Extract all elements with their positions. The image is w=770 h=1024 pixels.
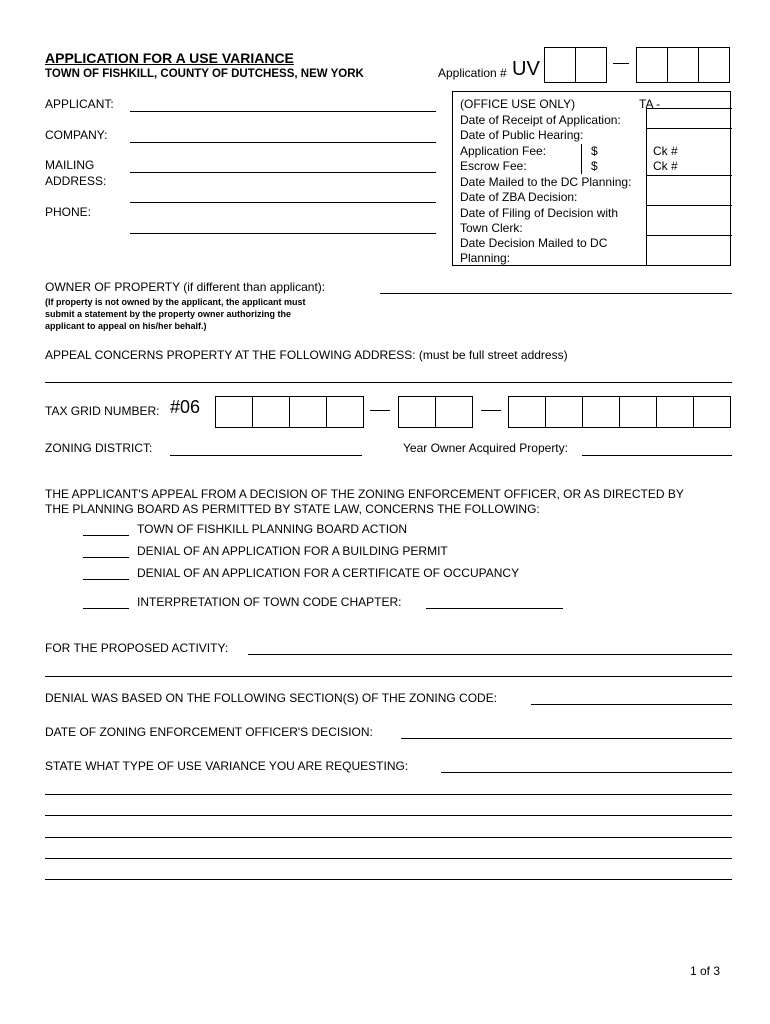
office-decision-mailed-label-2: Planning: [460, 251, 511, 265]
option-4-checkline[interactable] [83, 608, 129, 609]
office-ck-1: Ck # [653, 144, 678, 158]
tax-grid-dash-2 [481, 410, 501, 411]
page-subtitle: TOWN OF FISHKILL, COUNTY OF DUTCHESS, NEW YORK [45, 68, 364, 80]
tax-grid-box-4[interactable] [326, 396, 364, 428]
phone-field[interactable] [130, 233, 436, 234]
owner-note-3: applicant to appeal on his/her behalf.) [45, 321, 207, 331]
office-escrow-fee-label: Escrow Fee: [460, 159, 527, 173]
page-title: APPLICATION FOR A USE VARIANCE [45, 50, 294, 66]
year-acquired-field[interactable] [582, 455, 732, 456]
application-dash [613, 63, 629, 64]
tax-grid-box-12[interactable] [693, 396, 731, 428]
application-number-box-4[interactable] [667, 47, 699, 83]
applicant-label: APPLICANT: [45, 97, 114, 111]
variance-type-field-5[interactable] [45, 858, 732, 859]
office-divider [646, 108, 647, 266]
office-filing-label-2: Town Clerk: [460, 221, 523, 235]
variance-type-label: STATE WHAT TYPE OF USE VARIANCE YOU ARE REQUESTING: [45, 759, 409, 773]
mailing-address-field-2[interactable] [130, 202, 436, 203]
option-4-label: INTERPRETATION OF TOWN CODE CHAPTER: [137, 595, 402, 609]
tax-grid-box-11[interactable] [656, 396, 694, 428]
option-3-label: DENIAL OF AN APPLICATION FOR A CERTIFICATE OF OCCUPANCY [137, 566, 520, 580]
variance-type-field-4[interactable] [45, 837, 732, 838]
office-receipt-label: Date of Receipt of Application: [460, 113, 621, 127]
option-2-label: DENIAL OF AN APPLICATION FOR A BUILDING PERMIT [137, 544, 448, 558]
zoning-district-field[interactable] [170, 455, 362, 456]
phone-label: PHONE: [45, 205, 92, 219]
option-2-checkline[interactable] [83, 557, 129, 558]
zoning-district-label: ZONING DISTRICT: [45, 441, 153, 455]
office-title: (OFFICE USE ONLY) [460, 97, 576, 111]
office-filing-label-1: Date of Filing of Decision with [460, 206, 619, 220]
office-use-box [452, 91, 731, 266]
tax-grid-dash-1 [370, 410, 390, 411]
company-label: COMPANY: [45, 128, 108, 142]
owner-label: OWNER OF PROPERTY (if different than applicant): [45, 280, 326, 294]
page-number: 1 of 3 [690, 964, 721, 978]
option-1-checkline[interactable] [83, 535, 129, 536]
appeal-statement-line-1: THE APPLICANT'S APPEAL FROM A DECISION OF THE ZONING ENFORCEMENT OFFICER, OR AS DIRECTED BY [45, 487, 684, 501]
mailing-address-field-1[interactable] [130, 172, 436, 173]
office-fee-divider [581, 144, 582, 174]
application-prefix: UV [512, 58, 540, 80]
variance-type-field-3[interactable] [45, 815, 732, 816]
tax-grid-box-2[interactable] [252, 396, 290, 428]
application-number-box-2[interactable] [575, 47, 607, 83]
office-app-fee-label: Application Fee: [460, 144, 547, 158]
variance-type-field-1[interactable] [441, 772, 732, 773]
tax-grid-box-9[interactable] [582, 396, 620, 428]
proposed-activity-field-2[interactable] [45, 676, 732, 677]
office-decision-mailed-label-1: Date Decision Mailed to DC [460, 236, 608, 250]
tax-grid-box-10[interactable] [619, 396, 657, 428]
tax-grid-box-5[interactable] [398, 396, 436, 428]
proposed-activity-label: FOR THE PROPOSED ACTIVITY: [45, 641, 229, 655]
denial-sections-field[interactable] [531, 704, 732, 705]
tax-grid-box-6[interactable] [435, 396, 473, 428]
owner-field[interactable] [380, 293, 732, 294]
denial-sections-label: DENIAL WAS BASED ON THE FOLLOWING SECTION(S) OF THE ZONING CODE: [45, 691, 498, 705]
proposed-activity-field[interactable] [248, 654, 732, 655]
office-ta: TA - [639, 97, 661, 111]
decision-date-label: DATE OF ZONING ENFORCEMENT OFFICER'S DECISION: [45, 725, 373, 739]
application-number-box-3[interactable] [636, 47, 668, 83]
appeal-address-field[interactable] [45, 382, 732, 383]
office-dollar-1: $ [591, 144, 598, 158]
office-zba-label: Date of ZBA Decision: [460, 190, 578, 204]
appeal-statement-line-2: THE PLANNING BOARD AS PERMITTED BY STATE LAW, CONCERNS THE FOLLOWING: [45, 502, 540, 516]
office-mailed-dc-label: Date Mailed to the DC Planning: [460, 175, 632, 189]
company-field[interactable] [130, 142, 436, 143]
address-label: ADDRESS: [45, 174, 107, 188]
tax-grid-box-1[interactable] [215, 396, 253, 428]
mailing-label: MAILING [45, 158, 95, 172]
office-rule [646, 128, 732, 129]
tax-grid-box-3[interactable] [289, 396, 327, 428]
office-rule [646, 235, 732, 236]
application-number-box-5[interactable] [698, 47, 730, 83]
variance-type-field-6[interactable] [45, 879, 732, 880]
tax-grid-box-7[interactable] [508, 396, 546, 428]
office-hearing-label: Date of Public Hearing: [460, 128, 584, 142]
office-rule [646, 205, 732, 206]
option-3-checkline[interactable] [83, 579, 129, 580]
applicant-field[interactable] [130, 111, 436, 112]
tax-grid-label: TAX GRID NUMBER: [45, 404, 160, 418]
tax-grid-prefix: #06 [170, 397, 201, 417]
office-rule [646, 175, 732, 176]
application-number-box-1[interactable] [544, 47, 576, 83]
decision-date-field[interactable] [401, 738, 732, 739]
owner-note-2: submit a statement by the property owner authorizing the [45, 309, 292, 319]
option-1-label: TOWN OF FISHKILL PLANNING BOARD ACTION [137, 522, 408, 536]
tax-grid-box-8[interactable] [545, 396, 583, 428]
application-number-label: Application # [438, 66, 507, 80]
appeal-address-label: APPEAL CONCERNS PROPERTY AT THE FOLLOWING ADDRESS: (must be full street address) [45, 348, 568, 362]
office-ck-2: Ck # [653, 159, 678, 173]
variance-type-field-2[interactable] [45, 794, 732, 795]
office-dollar-2: $ [591, 159, 598, 173]
town-code-chapter-field[interactable] [426, 608, 563, 609]
year-acquired-label: Year Owner Acquired Property: [403, 441, 568, 455]
owner-note-1: (If property is not owned by the applicant, the applicant must [45, 297, 306, 307]
